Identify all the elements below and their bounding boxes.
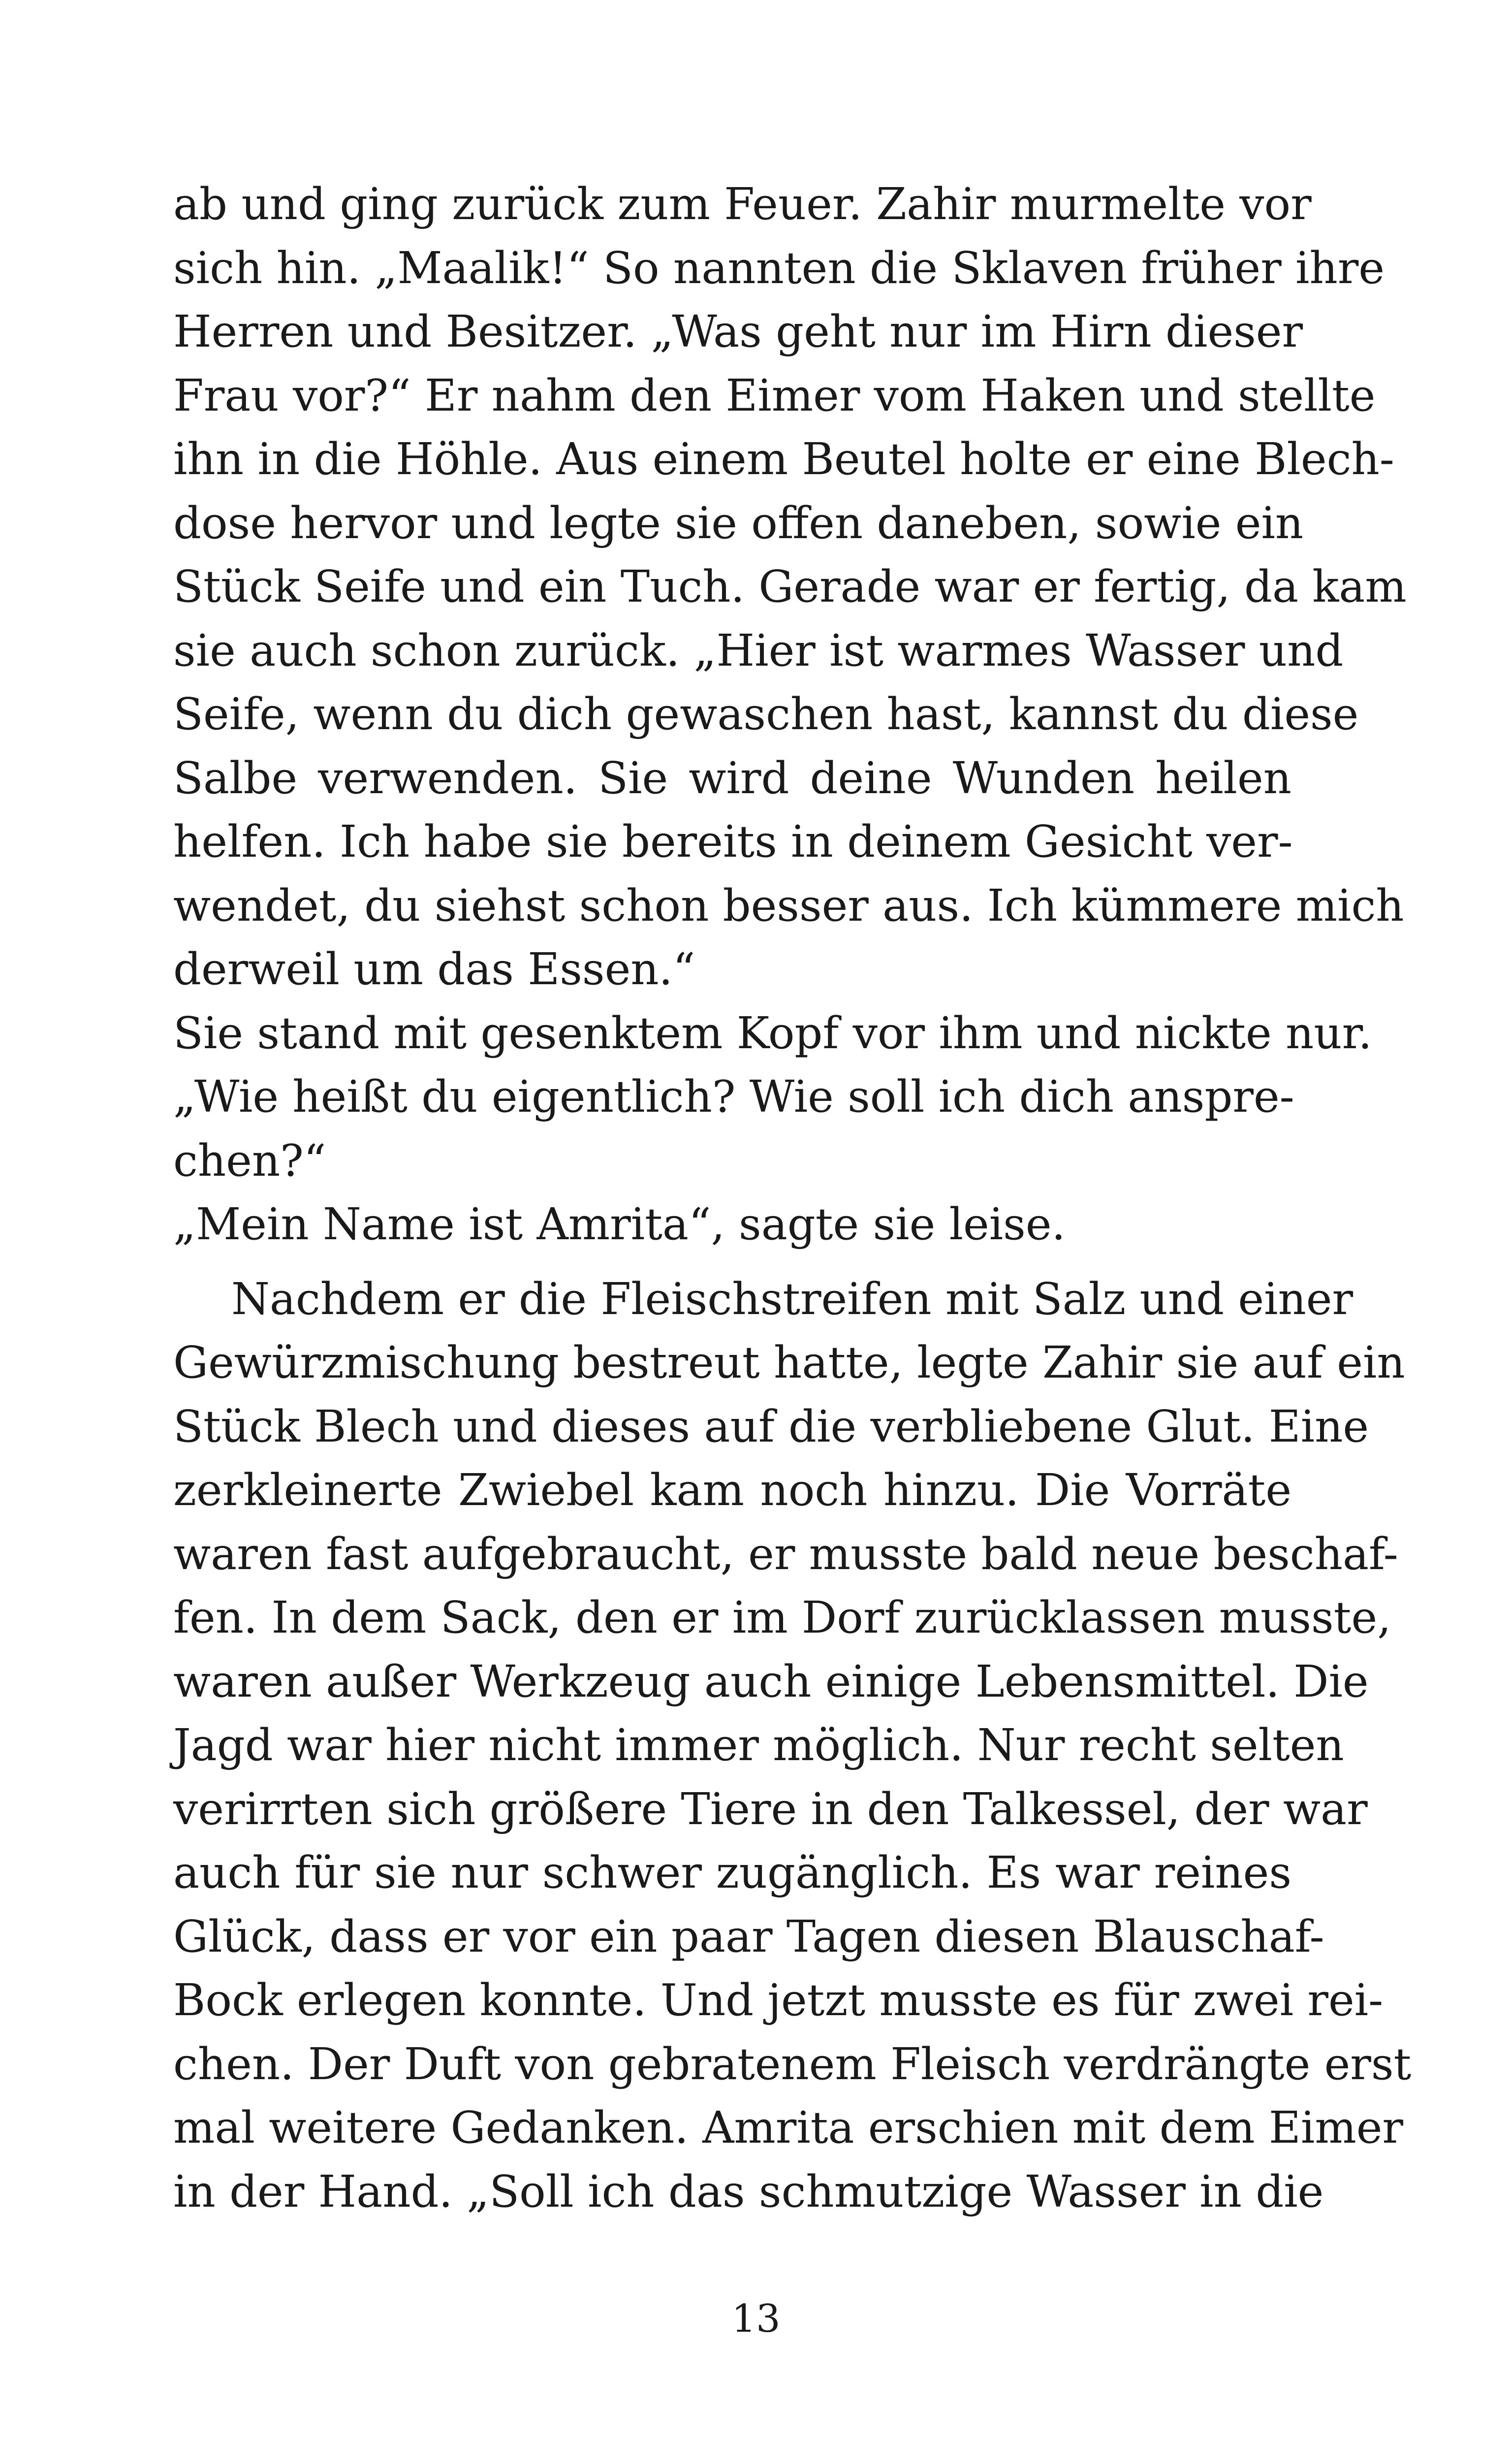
- text-line: chen. Der Duft von gebratenem Fleisch verdrängte erst: [173, 2038, 1412, 2089]
- text-line-nod: Sie stand mit gesenktem Kopf vor ihm und nickte nur.: [173, 1007, 1372, 1059]
- page-number: 13: [731, 2297, 781, 2341]
- paragraph-spacing: [173, 1256, 1292, 1267]
- text-line: waren außer Werkzeug auch einige Lebensmittel. Die: [173, 1655, 1369, 1707]
- text-line: Bock erlegen konnte. Und jetzt musste es für zwei rei-: [173, 1974, 1384, 2025]
- text-line: Jagd war hier nicht immer möglich. Nur recht selten: [173, 1719, 1344, 1770]
- text-line: verirrten sich größere Tiere in den Talkessel, der war: [173, 1783, 1368, 1834]
- text-line: derweil um das Essen.“: [173, 943, 695, 995]
- text-line: Glück, dass er vor ein paar Tagen diesen Blauschaf-: [173, 1910, 1324, 1962]
- text-line: Herren und Besitzer. „Was geht nur im Hirn dieser: [173, 306, 1303, 357]
- text-line: wendet, du siehst schon besser aus. Ich kümmere mich: [173, 879, 1404, 931]
- text-line: fen. In dem Sack, den er im Dorf zurücklassen musste,: [173, 1592, 1391, 1643]
- text-line: in der Hand. „Soll ich das schmutzige Wasser in die: [173, 2165, 1324, 2217]
- text-line: Salbe verwenden. Sie wird deine Wunden heilen: [173, 752, 1292, 804]
- dialogue-answer: „Mein Name ist Amrita“, sagte sie leise.: [173, 1198, 1066, 1250]
- text-line: sie auch schon zurück. „Hier ist warmes Wasser und: [173, 624, 1344, 676]
- text-line: Seife, wenn du dich gewaschen hast, kannst du diese: [173, 688, 1359, 739]
- text-line: Gewürzmischung bestreut hatte, legte Zahir sie auf ein: [173, 1337, 1405, 1388]
- text-line: helfen. Ich habe sie bereits in deinem Gesicht ver-: [173, 816, 1293, 867]
- paragraph-2: [173, 1267, 1412, 2224]
- text-line: Stück Seife und ein Tuch. Gerade war er fertig, da kam: [173, 561, 1407, 612]
- text-line: auch für sie nur schwer zugänglich. Es war reines: [173, 1847, 1292, 1898]
- body-text: [173, 172, 1412, 2223]
- text-line: Stück Blech und dieses auf die verbliebene Glut. Eine: [173, 1400, 1369, 1452]
- text-line: ab und ging zurück zum Feuer. Zahir murmelte vor: [173, 178, 1312, 229]
- paragraph-1: [173, 172, 1407, 1001]
- text-line: sich hin. „Maalik!“ So nannten die Sklaven früher ihre: [173, 242, 1385, 293]
- dialogue-question: [173, 1065, 1292, 1192]
- text-line: Nachdem er die Fleischstreifen mit Salz und einer: [231, 1273, 1354, 1324]
- text-line: „Wie heißt du eigentlich? Wie soll ich dich anspre-: [173, 1071, 1294, 1122]
- text-line: chen?“: [173, 1134, 326, 1186]
- text-line: dose hervor und legte sie offen daneben, sowie ein: [173, 497, 1304, 548]
- text-line: zerkleinerte Zwiebel kam noch hinzu. Die Vorräte: [173, 1464, 1292, 1515]
- text-line: waren fast aufgebraucht, er musste bald neue beschaf-: [173, 1528, 1398, 1579]
- text-line: Frau vor?“ Er nahm den Eimer vom Haken und stellte: [173, 369, 1376, 421]
- text-line: mal weitere Gedanken. Amrita erschien mit dem Eimer: [173, 2102, 1403, 2153]
- text-line: ihn in die Höhle. Aus einem Beutel holte er eine Blech-: [173, 433, 1394, 484]
